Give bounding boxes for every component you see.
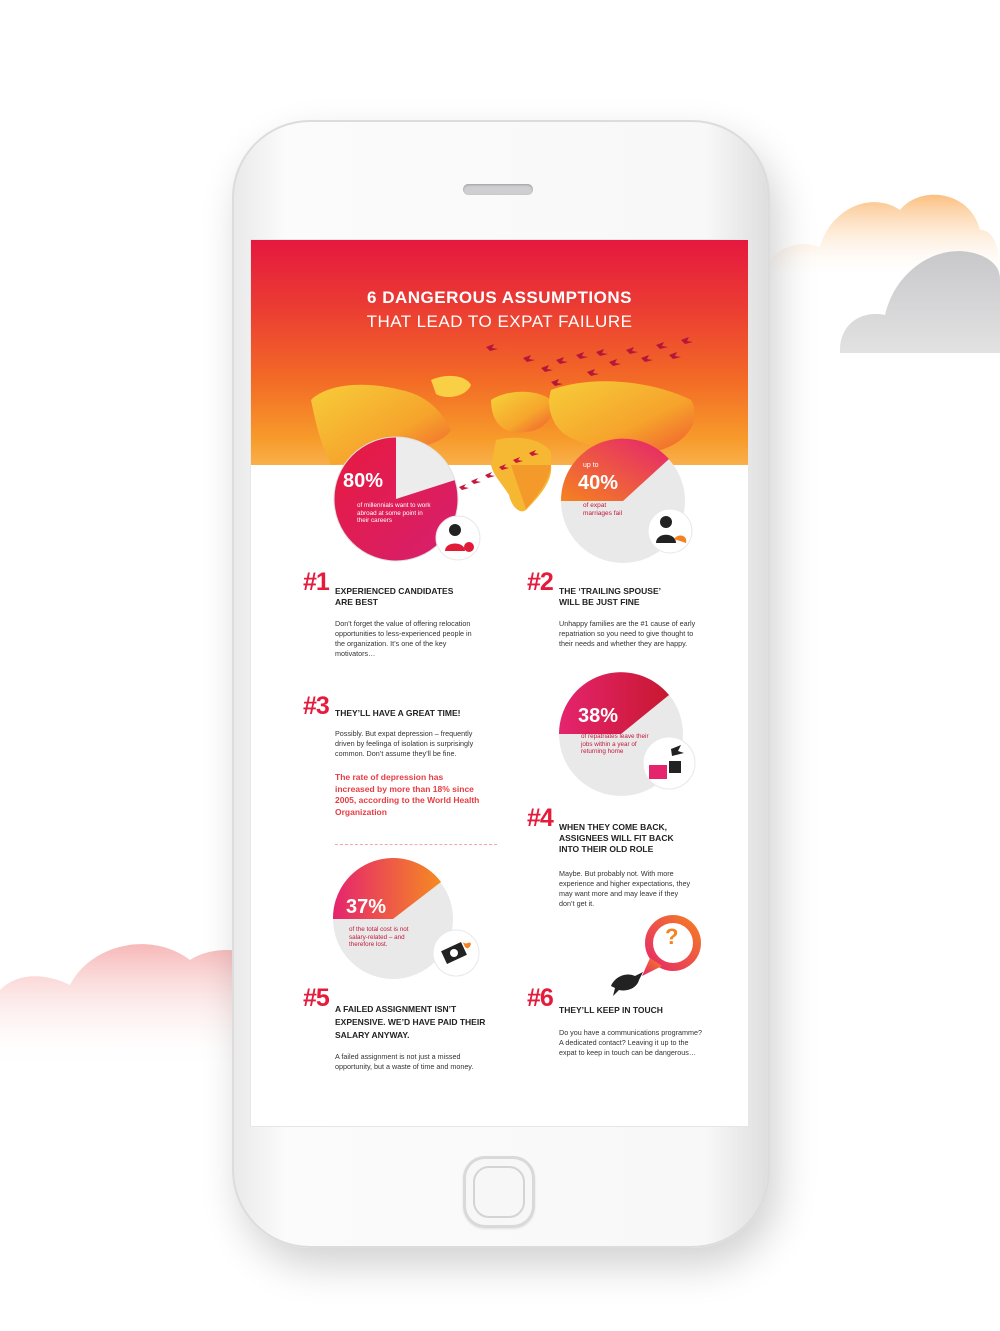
person-globe-icon [435, 515, 481, 561]
money-burning-icon [431, 928, 481, 978]
stat-40-value: 40% [578, 472, 619, 494]
assumption-1-heading-2: ARE BEST [335, 597, 378, 607]
stat-80-value: 80% [343, 470, 384, 492]
stat-40-prefix: up to [583, 462, 599, 469]
assumption-3-heading: THEY’LL HAVE A GREAT TIME! [335, 708, 461, 718]
assumption-2-heading-2: WILL BE JUST FINE [559, 597, 640, 607]
stat-37-caption: of the total cost is not salary-related – and therefore lost. [349, 926, 409, 948]
assumption-1-body: Don’t forget the value of offering relocation opportunities to less-experienced people in the organization. It’s one of the key motivators… [335, 619, 472, 658]
assumption-5-number: #5 [303, 984, 329, 1012]
title-line-1: 6 DANGEROUS ASSUMPTIONS [367, 288, 632, 307]
bird-icon [607, 964, 647, 998]
title-line-2: THAT LEAD TO EXPAT FAILURE [366, 312, 633, 331]
assumption-3-number: #3 [303, 692, 329, 720]
hero-banner [251, 240, 748, 465]
assumption-1-heading-1: EXPERIENCED CANDIDATES [335, 586, 454, 596]
spouse-icon [646, 507, 694, 555]
assumption-5-heading-2: EXPENSIVE. WE’D HAVE PAID THEIR [335, 1017, 486, 1027]
assumption-5-body: A failed assignment is not just a missed opportunity, but a waste of time and money. [335, 1052, 474, 1071]
birds-flock [486, 337, 693, 386]
assumption-2-number: #2 [527, 568, 553, 596]
stat-38-caption: of repatriates leave their jobs within a year of returning home [581, 733, 649, 755]
assumption-2-body: Unhappy families are the #1 cause of early repatriation so you need to give thought to their needs and whether they are happy. [559, 619, 696, 648]
assumption-4-heading-2: ASSIGNEES WILL FIT BACK [559, 833, 674, 843]
assumption-4-heading-1: WHEN THEY COME BACK, [559, 822, 667, 832]
assumption-2-heading-1: THE ‘TRAILING SPOUSE’ [559, 586, 662, 596]
assumption-6-heading: THEY’LL KEEP IN TOUCH [559, 1005, 663, 1015]
depression-highlight: The rate of depression has increased by more than 18% since 2005, according to the World Health Organization [335, 772, 480, 817]
stat-80-caption: of millennials want to work abroad at some point in their careers [357, 502, 431, 524]
dashed-divider [335, 844, 497, 845]
stat-38-value: 38% [578, 705, 619, 727]
infographic-screen [251, 240, 748, 1126]
bird-house-icon [641, 735, 697, 791]
assumption-6-number: #6 [527, 984, 553, 1012]
assumption-1-number: #1 [303, 568, 329, 596]
assumption-4-body: Maybe. But probably not. With more experience and higher expectations, they may want more and may leave if they don’t get it. [559, 869, 691, 908]
assumption-6-body: Do you have a communications programme? A dedicated contact? Leaving it up to the expat to keep in touch can be dangerous… [559, 1028, 703, 1057]
phone-home-button[interactable] [463, 1156, 535, 1228]
stat-37-value: 37% [346, 896, 387, 918]
assumption-5-heading-1: A FAILED ASSIGNMENT ISN’T [335, 1004, 457, 1014]
assumption-5-heading-3: SALARY ANYWAY. [335, 1030, 410, 1040]
assumption-4-heading-3: INTO THEIR OLD ROLE [559, 844, 654, 854]
cloud-grey [840, 235, 1000, 355]
question-mark: ? [665, 924, 679, 949]
stat-40-caption: of expat marriages fail [583, 502, 623, 517]
assumption-4-number: #4 [527, 804, 553, 832]
assumption-3-body: Possibly. But expat depression – frequently driven by feelinga of isolation is surprisingly common. Don’t assume they’ll be fine. [335, 729, 474, 758]
world-map [251, 240, 748, 465]
phone-speaker [463, 184, 533, 195]
